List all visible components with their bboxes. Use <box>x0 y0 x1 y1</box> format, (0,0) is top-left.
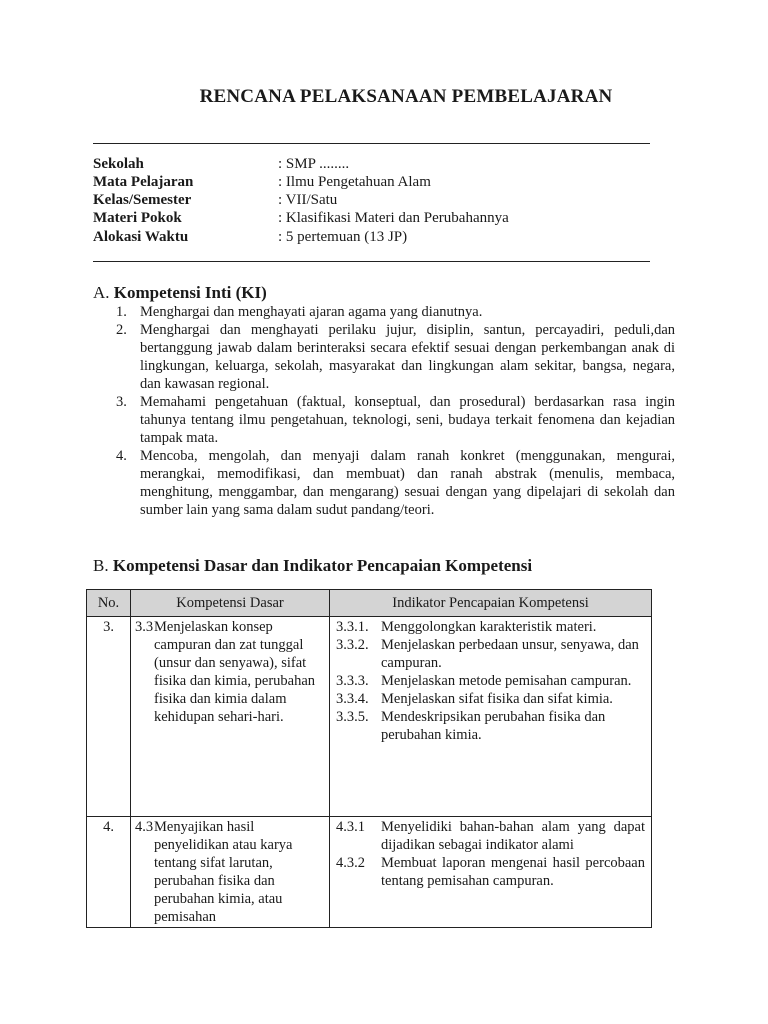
identity-label: Kelas/Semester <box>93 192 192 208</box>
item-number: 3. <box>116 394 127 410</box>
kd-entry <box>135 818 325 926</box>
section-title: Kompetensi Inti (KI) <box>113 283 267 302</box>
indicator-number: 3.3.2. <box>336 637 369 653</box>
kd-text-box <box>131 817 329 926</box>
list-item <box>116 303 675 321</box>
indicator-box <box>330 817 651 890</box>
item-text: Mencoba, mengolah, dan menyaji dalam ranah konkret (menggunakan, mengurai, merangkai, memodifikasi, dan membuat) dan ranah abstrak (menulis, membaca, menghitung, menggambar, dan mengarang) sesuai dengan yang dipelajari di sekolah dan sumber lain yang sama dalam sudut pandang/teori. <box>140 448 675 518</box>
indicator-item <box>336 618 645 636</box>
identity-value: : SMP ........ <box>278 156 350 172</box>
indicator-item <box>336 636 645 672</box>
indicator-text: Menggolongkan karakteristik materi. <box>381 619 597 635</box>
identity-value: : Klasifikasi Materi dan Perubahannya <box>278 210 509 226</box>
identity-label: Materi Pokok <box>93 210 182 226</box>
indicator-box <box>330 617 651 744</box>
indicator-cell <box>330 617 652 817</box>
kd-description: Menyajikan hasil penyelidikan atau karya tentang sifat larutan, perubahan fisika dan perubahan kimia, atau pemisahan <box>154 819 293 925</box>
indicator-item <box>336 708 645 744</box>
indicator-text: Menyelidiki bahan-bahan alam yang dapat dijadikan sebagai indikator alami <box>381 819 645 853</box>
list-item <box>116 393 675 447</box>
column-header: No. <box>87 590 131 617</box>
kd-description: Menjelaskan konsep campuran dan zat tunggal (unsur dan senyawa), sifat fisika dan kimia, perubahan fisika dan kimia dalam kehidupan sehari-hari. <box>154 619 316 725</box>
section-b-heading <box>93 556 532 576</box>
identity-value: : VII/Satu <box>278 192 338 208</box>
section-letter: A. <box>93 283 110 302</box>
bottom-divider <box>93 261 650 262</box>
identity-label: Sekolah <box>93 156 144 172</box>
indicator-number: 4.3.2 <box>336 855 365 871</box>
table-row <box>87 617 652 817</box>
indicator-item <box>336 690 645 708</box>
indicator-number: 3.3.5. <box>336 709 369 725</box>
item-text: Memahami pengetahuan (faktual, konseptual, dan prosedural) berdasarkan rasa ingin tahunya tentang ilmu pengetahuan, teknologi, seni, budaya terkait fenomena dan kejadian tampak mata. <box>140 394 675 446</box>
kd-number: 4.3 <box>135 819 154 835</box>
identity-value: : 5 pertemuan (13 JP) <box>278 229 408 245</box>
indicator-number: 3.3.3. <box>336 673 369 689</box>
indicator-text: Menjelaskan perbedaan unsur, senyawa, dan campuran. <box>381 637 639 671</box>
competency-table <box>86 589 652 928</box>
kd-number: 3.3 <box>135 619 154 635</box>
indicator-item <box>336 818 645 854</box>
indicator-text: Membuat laporan mengenai hasil percobaan tentang pemisahan campuran. <box>381 855 645 889</box>
indicator-number: 4.3.1 <box>336 819 365 835</box>
list-item <box>116 321 675 393</box>
identity-label: Alokasi Waktu <box>93 229 189 245</box>
list-item <box>116 447 675 519</box>
section-letter: B. <box>93 556 109 575</box>
row-number: 4. <box>87 817 131 928</box>
indicator-number: 3.3.4. <box>336 691 369 707</box>
kd-entry <box>135 618 325 726</box>
row-number: 3. <box>87 617 131 817</box>
item-text: Menghargai dan menghayati ajaran agama yang dianutnya. <box>140 304 483 320</box>
section-title: Kompetensi Dasar dan Indikator Pencapaian Kompetensi <box>112 556 533 575</box>
identity-label: Mata Pelajaran <box>93 174 194 190</box>
kd-cell <box>131 817 330 928</box>
indicator-text: Menjelaskan sifat fisika dan sifat kimia. <box>381 691 613 707</box>
column-header: Kompetensi Dasar <box>131 590 330 617</box>
indicator-number: 3.3.1. <box>336 619 369 635</box>
indicator-cell <box>330 817 652 928</box>
document-title: RENCANA PELAKSANAAN PEMBELAJARAN <box>199 86 613 107</box>
column-header: Indikator Pencapaian Kompetensi <box>330 590 652 617</box>
table-row <box>87 817 652 928</box>
item-number: 4. <box>116 448 127 464</box>
top-divider <box>93 143 650 144</box>
ki-list <box>116 303 675 519</box>
table-header-row <box>87 590 652 617</box>
indicator-text: Menjelaskan metode pemisahan campuran. <box>381 673 632 689</box>
item-number: 2. <box>116 322 127 338</box>
identity-value: : Ilmu Pengetahuan Alam <box>278 174 431 190</box>
section-a-heading <box>93 283 267 303</box>
indicator-item <box>336 672 645 690</box>
indicator-item <box>336 854 645 890</box>
indicator-text: Mendeskripsikan perubahan fisika dan perubahan kimia. <box>381 709 606 743</box>
item-number: 1. <box>116 304 127 320</box>
kd-text-box <box>131 617 329 726</box>
item-text: Menghargai dan menghayati perilaku jujur, disiplin, santun, percayadiri, peduli,dan bertanggung jawab dalam berinteraksi secara efektif sesuai dengan perkembangan anak di lingkungan, keluarga, sekolah, masyarakat dan lingkungan alam sekitar, bangsa, negara, dan kawasan regional. <box>140 322 675 392</box>
kd-cell <box>131 617 330 817</box>
